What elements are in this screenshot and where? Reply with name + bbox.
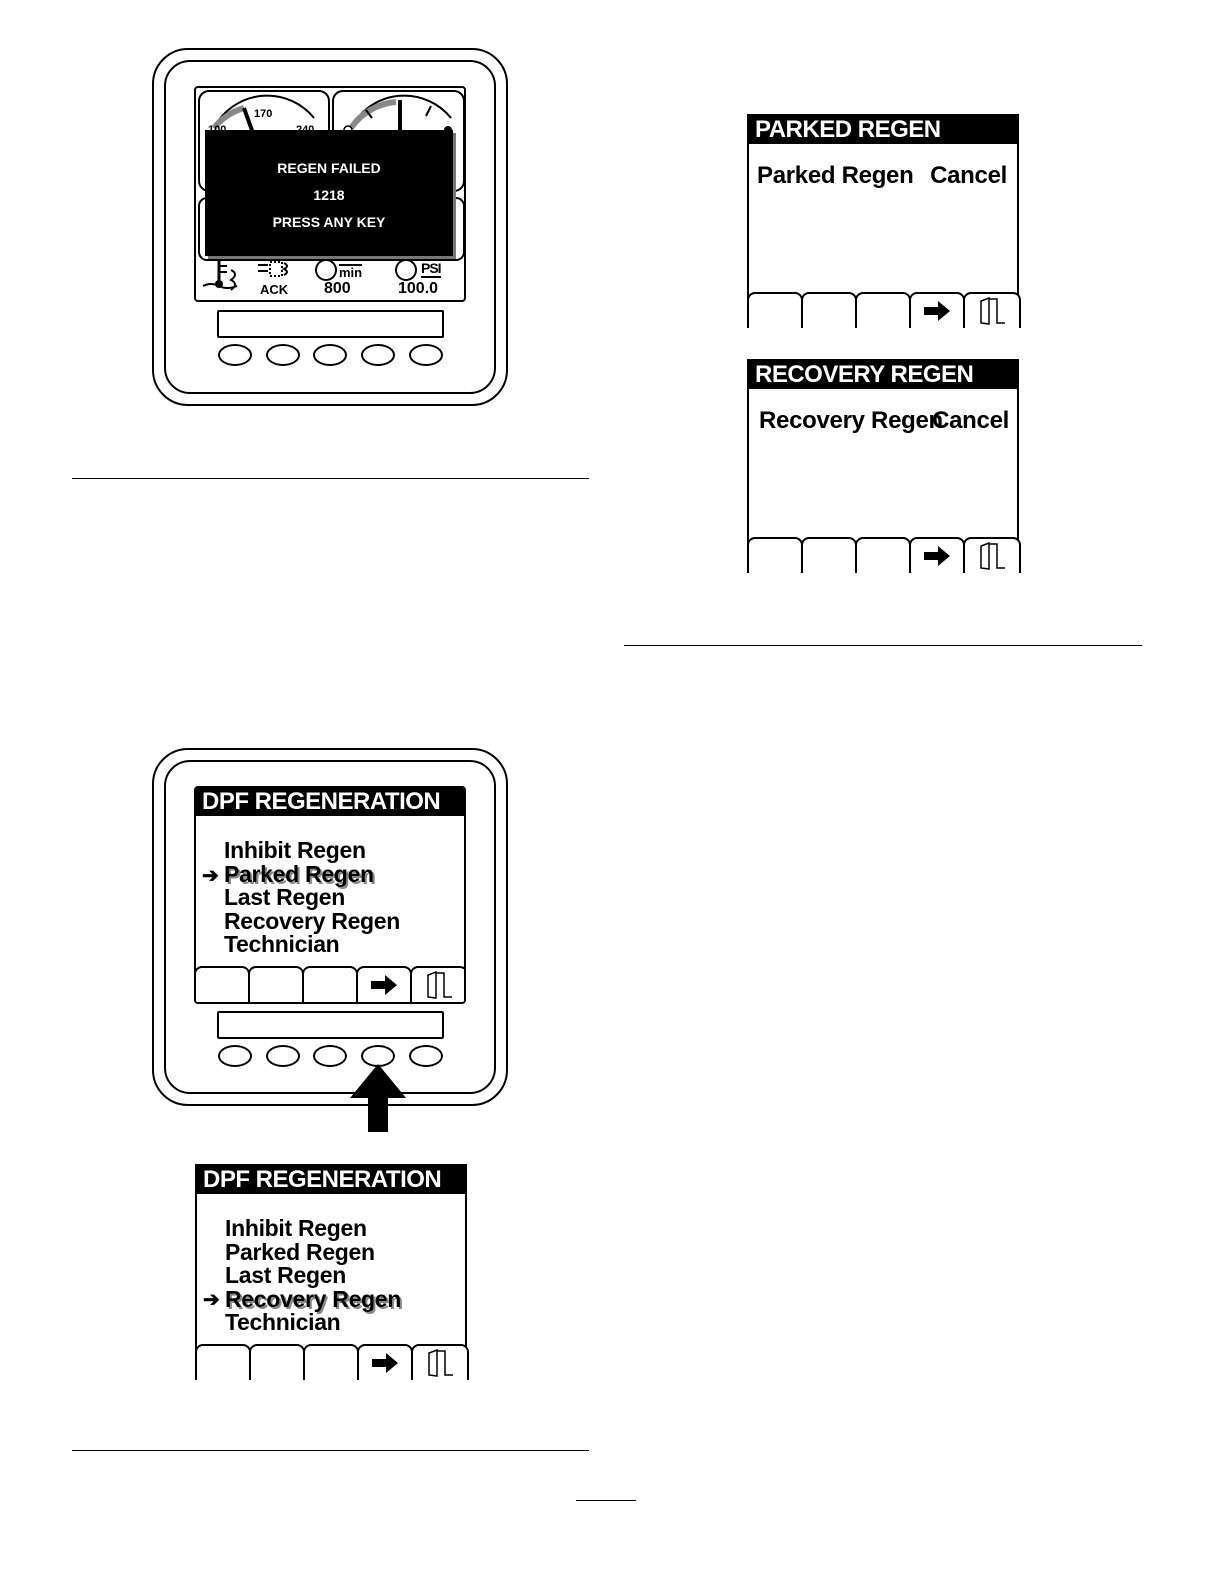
lcd-screen (194, 786, 466, 1004)
key-button-3[interactable] (313, 344, 347, 366)
status-rpm-unit: min (339, 265, 363, 280)
menu-item-last-regen[interactable]: Last Regen (225, 1262, 346, 1288)
figure-divider-1 (72, 478, 589, 479)
key-button-5[interactable] (409, 1045, 443, 1067)
menu-item-technician[interactable]: Technician (224, 931, 340, 957)
softkey-row (747, 292, 1019, 328)
regen-failed-popup[interactable] (205, 130, 453, 256)
screen-title: RECOVERY REGEN (749, 361, 1017, 389)
arrow-right-icon (922, 299, 952, 323)
softkey-next[interactable] (909, 537, 965, 573)
rpm-icon (314, 258, 338, 282)
softkey-exit[interactable] (963, 537, 1021, 573)
menu-item-technician[interactable]: Technician (225, 1309, 341, 1335)
pressure-icon (394, 258, 418, 282)
exit-door-icon (423, 1349, 457, 1377)
message-bar (217, 310, 444, 338)
softkey-next[interactable] (356, 966, 412, 1002)
key-button-4[interactable] (361, 344, 395, 366)
arrow-right-icon (369, 973, 399, 997)
menu-item-recovery-regen[interactable]: Recovery Regen (224, 908, 401, 934)
softkey-next[interactable] (909, 292, 965, 328)
status-psi-unit: PSI (421, 260, 441, 276)
softkey-1[interactable] (194, 966, 250, 1002)
menu-item-last-regen[interactable]: Last Regen (224, 884, 345, 910)
key-button-2[interactable] (266, 1045, 300, 1067)
parked-regen-option[interactable]: Parked Regen (757, 162, 914, 189)
menu-item-inhibit-regen[interactable]: Inhibit Regen (225, 1215, 367, 1241)
key-button-2[interactable] (266, 344, 300, 366)
menu-item-parked-regen[interactable]: Parked Regen (224, 861, 374, 887)
screen-title: DPF REGENERATION (197, 1166, 465, 1194)
softkey-exit[interactable] (963, 292, 1021, 328)
softkey-3[interactable] (855, 537, 911, 573)
status-rpm-value: 800 (324, 280, 351, 297)
arrow-right-icon (370, 1351, 400, 1375)
right-arrow-icon: ➔ (203, 1289, 220, 1311)
menu-item-inhibit-regen[interactable]: Inhibit Regen (224, 837, 366, 863)
softkey-1[interactable] (195, 1344, 251, 1380)
key-button-3[interactable] (313, 1045, 347, 1067)
key-button-5[interactable] (409, 344, 443, 366)
softkey-3[interactable] (303, 1344, 359, 1380)
dpf-filter-icon (256, 260, 296, 280)
figure-divider-2 (72, 1450, 589, 1451)
status-psi-value: 100.0 (398, 280, 439, 297)
parked-regen-screen (747, 114, 1019, 328)
message-bar (217, 1011, 444, 1039)
softkey-2[interactable] (248, 966, 304, 1002)
softkey-row (195, 1344, 467, 1380)
softkey-3[interactable] (855, 292, 911, 328)
exit-door-icon (422, 971, 456, 999)
recovery-regen-screen (747, 359, 1019, 573)
popup-instruction: PRESS ANY KEY (272, 214, 386, 230)
right-arrow-icon: ➔ (202, 865, 219, 887)
softkey-row (747, 537, 1019, 573)
gauge-tick-170: 170 (254, 108, 273, 120)
page-number-rule (576, 1500, 636, 1501)
key-button-1[interactable] (218, 344, 252, 366)
coolant-temp-icon (201, 258, 249, 294)
cancel-option[interactable]: Cancel (932, 407, 1009, 434)
softkey-next[interactable] (357, 1344, 413, 1380)
softkey-2[interactable] (801, 537, 857, 573)
exit-door-icon (975, 542, 1009, 570)
up-arrow-icon (346, 1062, 410, 1134)
figure-divider-3 (624, 645, 1142, 646)
menu-item-recovery-regen[interactable]: Recovery Regen (225, 1286, 402, 1312)
softkey-exit[interactable] (410, 966, 466, 1002)
screen-title: PARKED REGEN (749, 116, 1017, 144)
key-button-1[interactable] (218, 1045, 252, 1067)
status-ack: ACK (260, 282, 289, 297)
exit-door-icon (975, 297, 1009, 325)
softkey-exit[interactable] (411, 1344, 469, 1380)
softkey-row (194, 966, 466, 1002)
recovery-regen-option[interactable]: Recovery Regen (759, 407, 943, 434)
arrow-right-icon (922, 544, 952, 568)
popup-code: 1218 (313, 187, 345, 203)
softkey-2[interactable] (249, 1344, 305, 1380)
popup-title: REGEN FAILED (277, 160, 381, 176)
cancel-option[interactable]: Cancel (930, 162, 1007, 189)
softkey-1[interactable] (747, 292, 803, 328)
softkey-2[interactable] (801, 292, 857, 328)
softkey-1[interactable] (747, 537, 803, 573)
softkey-3[interactable] (302, 966, 358, 1002)
menu-item-parked-regen[interactable]: Parked Regen (225, 1239, 375, 1265)
screen-title: DPF REGENERATION (196, 788, 464, 816)
dpf-menu-recovery-screen (195, 1164, 467, 1380)
